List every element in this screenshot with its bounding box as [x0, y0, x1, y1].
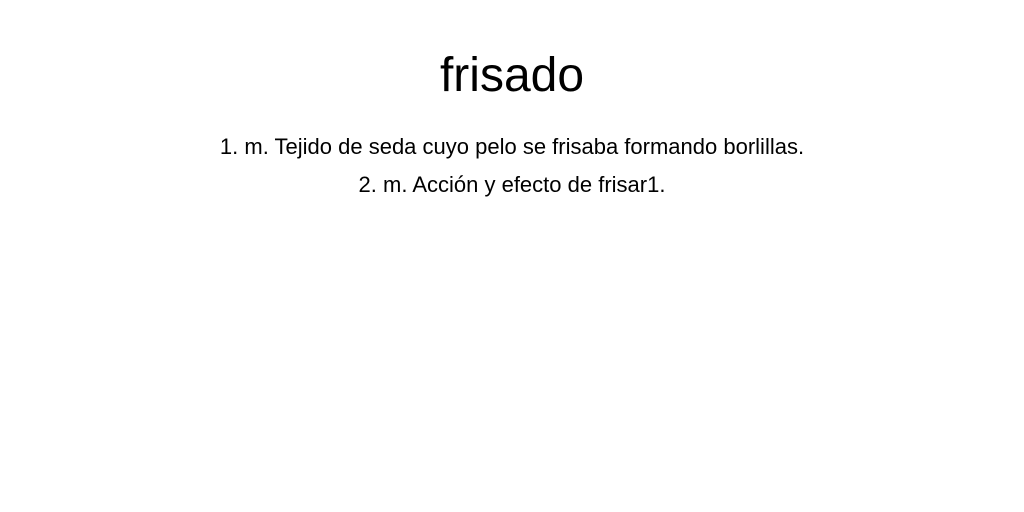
definition-list	[0, 128, 1024, 204]
definition-item-1: 1. m. Tejido de seda cuyo pelo se frisaba formando borlillas.	[219, 134, 805, 159]
definition-item-2: 2. m. Acción y efecto de frisar1.	[358, 172, 666, 197]
headword-title: frisado	[439, 49, 585, 102]
